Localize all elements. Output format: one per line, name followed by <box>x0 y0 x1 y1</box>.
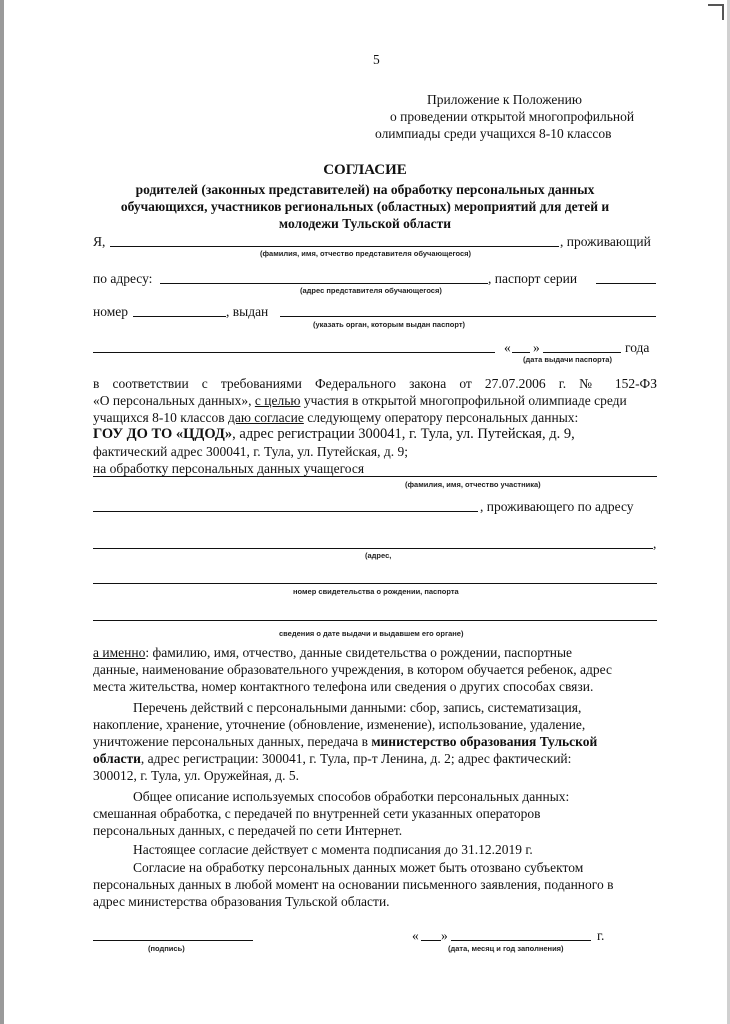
field-student-address[interactable] <box>93 548 653 549</box>
scan-edge-left <box>0 0 4 1024</box>
title-line-3: молодежи Тульской области <box>278 216 452 231</box>
field-passport-issuer-cont[interactable] <box>93 352 495 353</box>
sign-year-suffix: г. <box>597 928 605 943</box>
field-issue-day[interactable] <box>512 352 530 353</box>
field-issue-info[interactable] <box>93 620 657 621</box>
p2-line-3: места жительства, номер контактного телефона или сведения о других способах связи. <box>93 679 594 694</box>
label-address: по адресу: <box>93 271 153 286</box>
label-residing-at: , проживающего по адресу <box>480 499 634 514</box>
p6-line-1: Согласие на обработку персональных данных может быть отозвано субъектом <box>133 860 584 875</box>
p2-line-2: данные, наименование образовательного учреждения, в котором обучается ребенок, адрес <box>93 662 612 677</box>
caption-fio-representative: (фамилия, имя, отчество представителя обучающегося) <box>260 249 472 258</box>
label-issued: , выдан <box>226 304 269 319</box>
caption-date: (дата, месяц и год заполнения) <box>448 944 564 953</box>
p4-line-1: Общее описание используемых способов обработки персональных данных: <box>133 789 570 804</box>
p2-line-1: а именно: фамилию, имя, отчество, данные свидетельства о рождении, паспортные <box>93 645 573 660</box>
field-student-name[interactable] <box>93 476 657 477</box>
p1-line-4: ГОУ ДО ТО «ЦДОД», адрес регистрации 300041, г. Тула, ул. Путейская, д. 9, <box>93 426 575 442</box>
field-passport-number[interactable] <box>133 316 226 317</box>
field-birth-certificate[interactable] <box>93 583 657 584</box>
p1-line-5: фактический адрес 300041, г. Тула, ул. Путейская, д. 9; <box>93 444 408 459</box>
sign-quote-open: « <box>412 928 419 943</box>
scan-corner-mark <box>708 4 724 20</box>
field-signature[interactable] <box>93 940 253 941</box>
field-issue-month-year[interactable] <box>543 352 621 353</box>
field-sign-month-year[interactable] <box>451 940 591 941</box>
title-line-1: родителей (законных представителей) на обработку персональных данных <box>135 182 595 197</box>
p3-line-4: области, адрес регистрации: 300041, г. Тула, пр-т Ленина, д. 2; адрес фактический: <box>93 751 572 766</box>
p4-line-3: персональных данных, с передачей по сети Интернет. <box>93 823 403 838</box>
p1-line-3: учащихся 8-10 классов даю согласие следующему оператору персональных данных: <box>93 410 579 425</box>
page-number: 5 <box>373 52 380 67</box>
field-passport-series[interactable] <box>596 283 656 284</box>
title-line-2: обучающихся, участников региональных (областных) мероприятий для детей и <box>120 199 610 214</box>
p1-line-6: на обработку персональных данных учащегося <box>93 461 365 476</box>
caption-fio-participant: (фамилия, имя, отчество участника) <box>405 480 541 489</box>
field-passport-issuer[interactable] <box>280 316 656 317</box>
p6-line-3: адрес министерства образования Тульской области. <box>93 894 390 909</box>
field-parent-name[interactable] <box>110 246 559 247</box>
p1-line-1: в соответствии с требованиями Федерального закона от 27.07.2006 г. № 152-ФЗ <box>93 376 657 391</box>
field-student-name-cont[interactable] <box>93 511 478 512</box>
appendix-line-3: олимпиады среди учащихся 8-10 классов <box>375 126 612 141</box>
p3-line-1: Перечень действий с персональными данными: сбор, запись, систематизация, <box>133 700 582 715</box>
label-ya: Я, <box>93 234 106 249</box>
p6-line-2: персональных данных в любой момент на основании письменного заявления, поданного в <box>93 877 614 892</box>
p3-line-3: уничтожение персональных данных, передача в министерство образования Тульской <box>93 734 598 749</box>
date-quote-close: » <box>533 340 540 355</box>
label-year: года <box>625 340 650 355</box>
p4-line-2: смешанная обработка, с передачей по внутренней сети указанных операторов <box>93 806 541 821</box>
field-parent-address[interactable] <box>160 283 488 284</box>
document-title: СОГЛАСИЕ <box>323 162 407 178</box>
address-comma: , <box>653 536 657 551</box>
appendix-line-2: о проведении открытой многопрофильной <box>390 109 635 124</box>
appendix-line-1: Приложение к Положению <box>427 92 582 107</box>
label-number: номер <box>93 304 129 319</box>
p3-line-5: 300012, г. Тула, ул. Оружейная, д. 5. <box>93 768 300 783</box>
label-residing: , проживающий <box>560 234 651 249</box>
caption-address: (адрес, <box>365 551 392 560</box>
p3-line-2: накопление, хранение, уточнение (обновление, изменение), использование, удаление, <box>93 717 586 732</box>
label-passport-series: , паспорт серии <box>488 271 578 286</box>
caption-address-representative: (адрес представителя обучающегося) <box>300 286 442 295</box>
sign-quote-close: » <box>441 928 448 943</box>
field-sign-day[interactable] <box>421 940 441 941</box>
caption-issue-info: сведения о дате выдачи и выдавшем его органе) <box>279 629 464 638</box>
p5-line: Настоящее согласие действует с момента подписания до 31.12.2019 г. <box>133 842 533 857</box>
caption-issuer: (указать орган, которым выдан паспорт) <box>313 320 466 329</box>
caption-birth-cert: номер свидетельства о рождении, паспорта <box>293 587 459 596</box>
p1-line-2: «О персональных данных», с целью участия в открытой многопрофильной олимпиаде среди <box>93 393 627 408</box>
caption-signature: (подпись) <box>148 944 185 953</box>
date-quote-open: « <box>504 340 511 355</box>
caption-issue-date: (дата выдачи паспорта) <box>523 355 612 364</box>
